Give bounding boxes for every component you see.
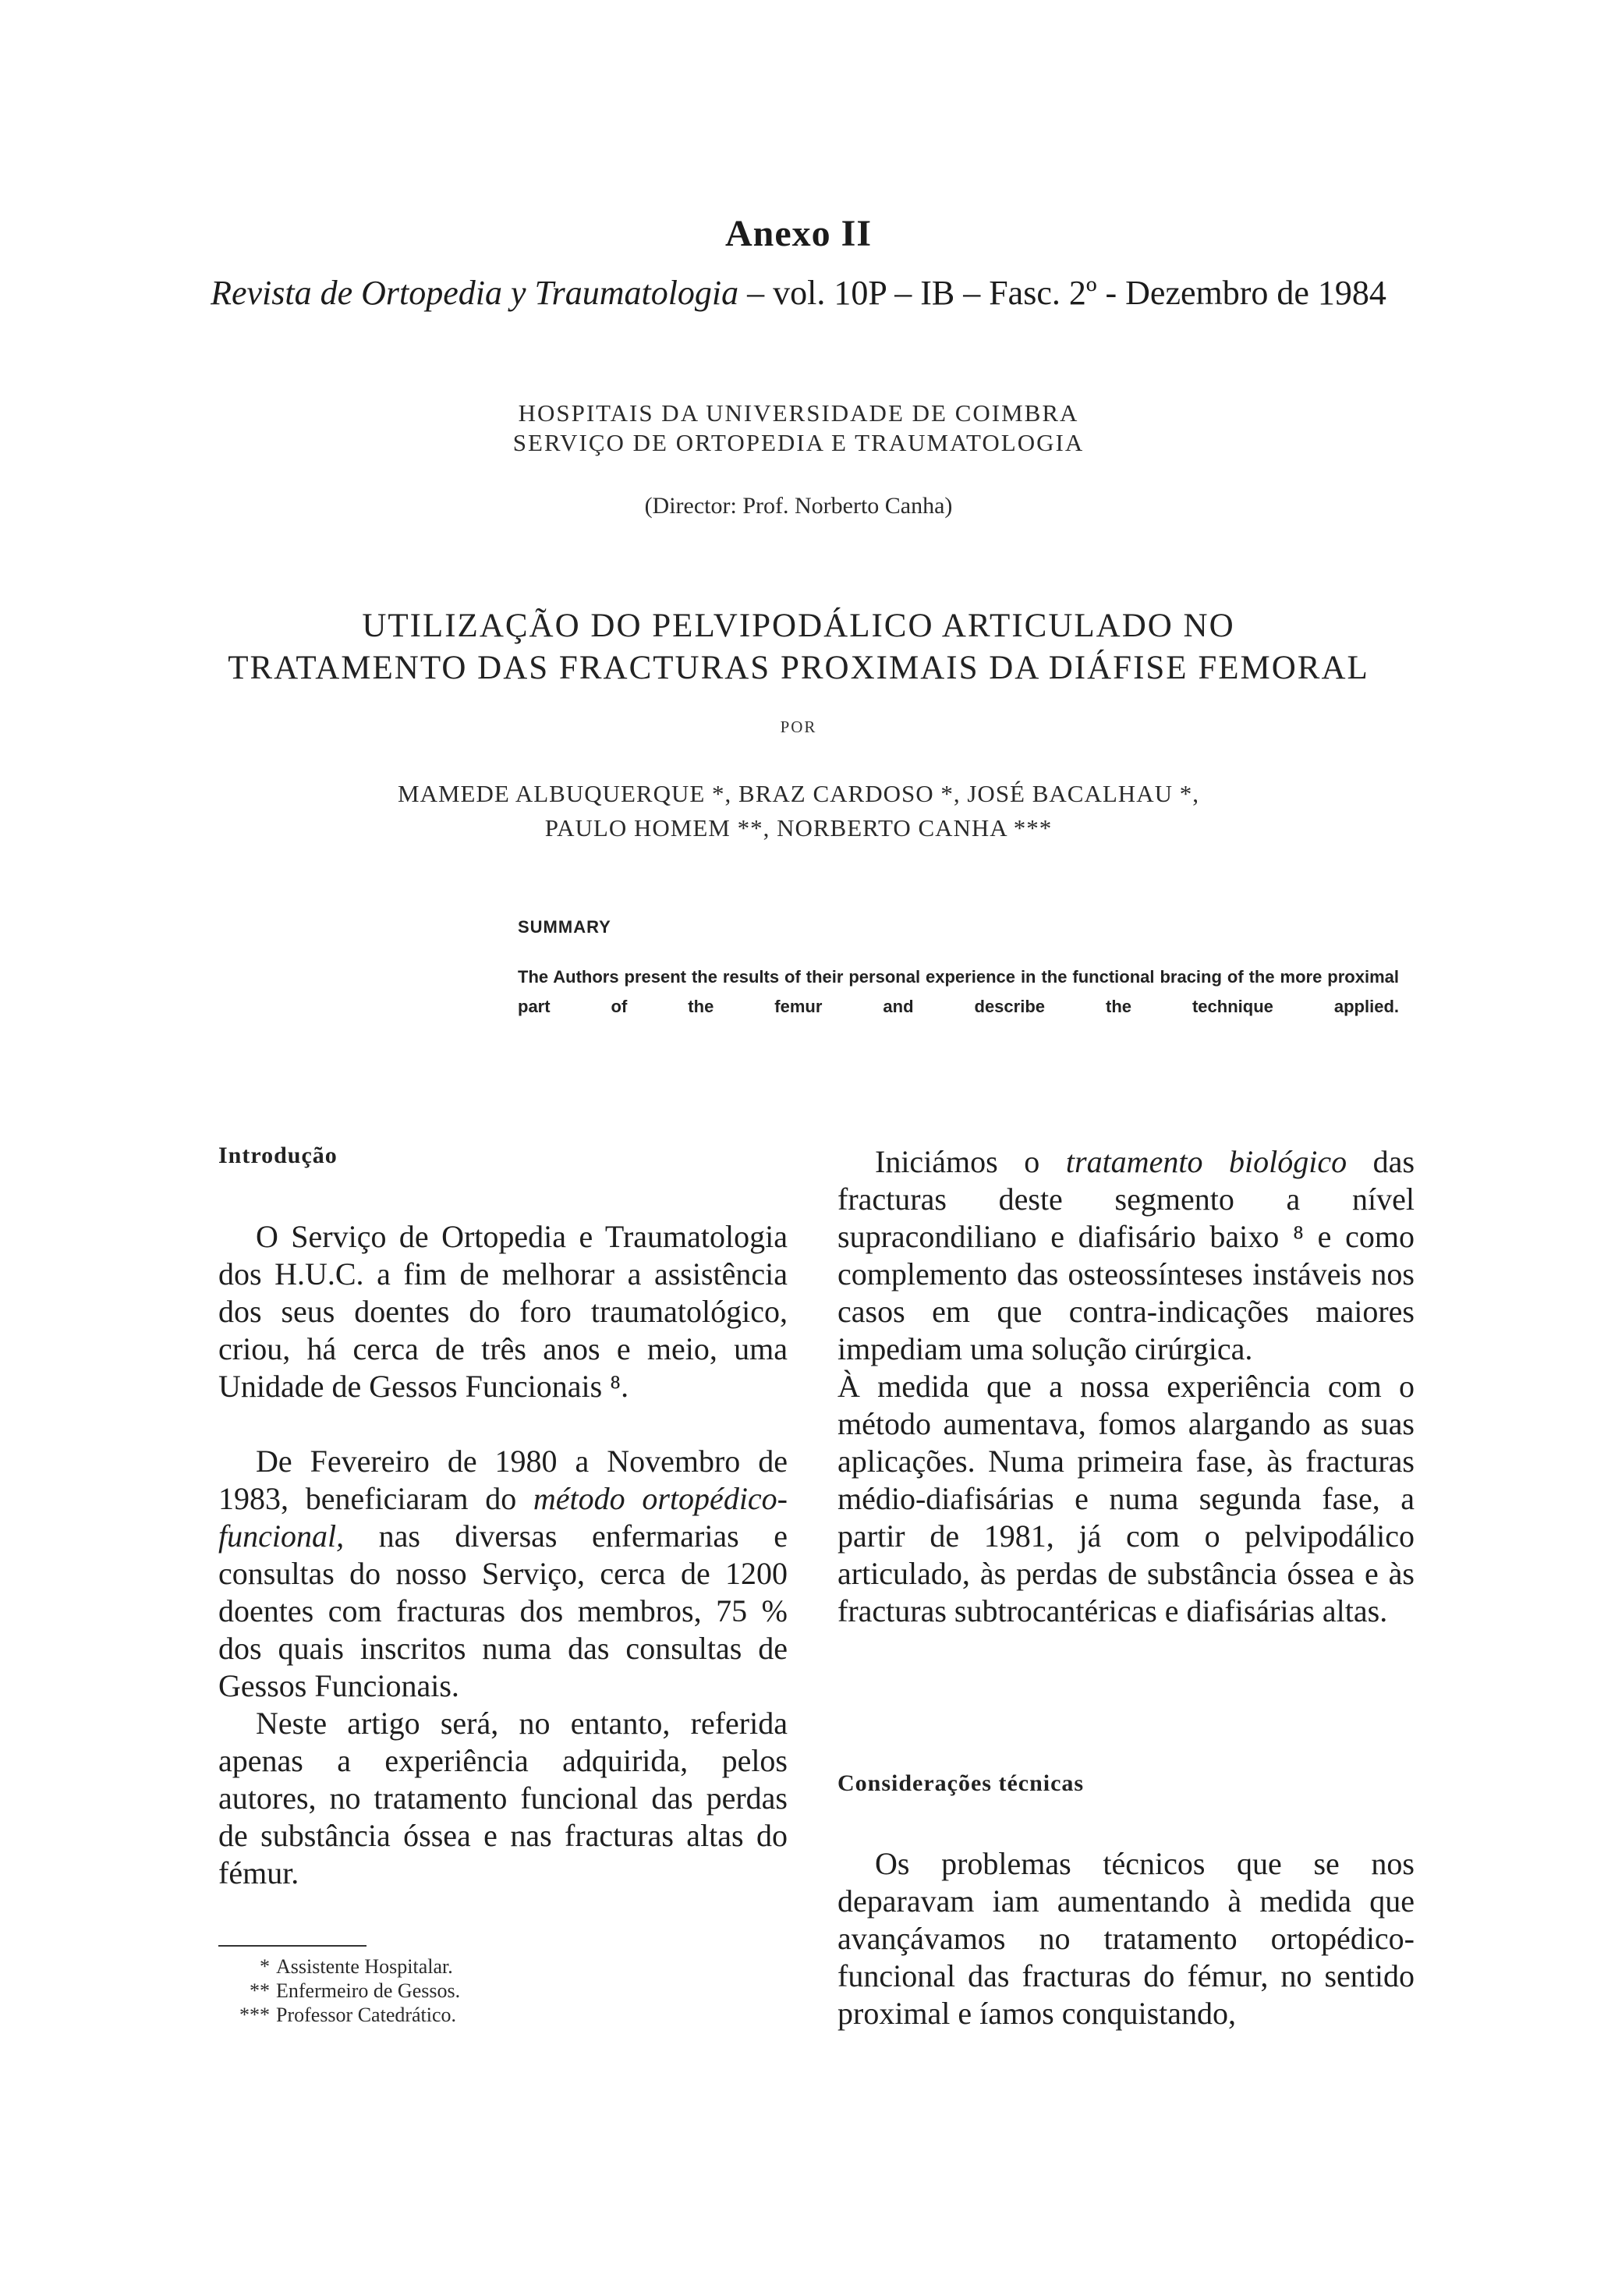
- institution-line-1: HOSPITAIS DA UNIVERSIDADE DE COIMBRA: [518, 399, 1079, 427]
- footnote-item: [218, 2003, 608, 2027]
- right-p1-start: Iniciámos o: [875, 1144, 1066, 1179]
- footnote-text: Professor Catedrático.: [276, 2004, 457, 2026]
- authors-line-1: MAMEDE ALBUQUERQUE *, BRAZ CARDOSO *, JOSÉ BACALHAU *,: [398, 780, 1199, 807]
- footnote-text: Enfermeiro de Gessos.: [276, 1979, 461, 2002]
- intro-paragraph-3-text: Neste artigo será, no entanto, referida apenas a experiência adquirida, pelos autores, no tratamento funcional das perdas de substância óssea e nas fracturas altas do fémur.: [218, 1706, 788, 1890]
- intro-paragraph-2: [218, 1443, 788, 1705]
- footnote-text: Assistente Hospitalar.: [276, 1955, 453, 1978]
- summary-text: The Authors present the results of their personal experience in the functional bracing of the more proximal part of the femur and describe the technique applied.: [518, 967, 1399, 1016]
- technical-considerations-heading: Considerações técnicas: [837, 1770, 1085, 1796]
- article-title-line-1: UTILIZAÇÃO DO PELVIPODÁLICO ARTICULADO NO: [362, 608, 1235, 644]
- journal-name: Revista de Ortopedia y Traumatologia: [211, 274, 739, 312]
- intro-p2-start: De Fevereiro de 1980 a Novembro de 1983, beneficiaram do: [218, 1444, 788, 1516]
- journal-citation: [0, 273, 1597, 313]
- intro-paragraph-3: [218, 1705, 788, 1892]
- intro-paragraph-1: [218, 1218, 788, 1405]
- intro-p2-italic: método ortopédico-funcional,: [218, 1481, 788, 1554]
- right-paragraph-1: [837, 1143, 1415, 1368]
- institution-line-2: SERVIÇO DE ORTOPEDIA E TRAUMATOLOGIA: [512, 429, 1085, 456]
- footnote-mark: *: [260, 1955, 270, 1978]
- footnote-rule: [218, 1945, 366, 1947]
- footnote-mark: **: [250, 1979, 270, 2002]
- intro-paragraph-1-text: O Serviço de Ortopedia e Traumatologia dos H.U.C. a fim de melhorar a assistência dos seus doentes do foro traumatológico, criou, há cerca de três anos e meio, uma Unidade de Gessos Funcionais ⁸.: [218, 1219, 788, 1404]
- intro-paragraph-2-text: [218, 1443, 788, 1705]
- right-paragraph-3-block: [837, 1845, 1415, 2032]
- annex-title: Anexo II: [724, 213, 873, 254]
- by-label: POR: [780, 718, 817, 736]
- authors-line-2: PAULO HOMEM **, NORBERTO CANHA ***: [544, 814, 1053, 842]
- journal-volume-date: – vol. 10P – IB – Fasc. 2º - Dezembro de 1984: [738, 274, 1386, 312]
- director-line: (Director: Prof. Norberto Canha): [644, 493, 953, 519]
- footnote-mark: ***: [239, 2004, 270, 2026]
- right-p1-end: das fracturas deste segmento a nível supracondiliano e diafisário baixo ⁸ e como complemento das osteossínteses instáveis nos casos em que contra-indicações maiores impediam uma solução cirúrgica.: [837, 1144, 1415, 1366]
- right-column-paragraphs: [837, 1143, 1415, 1630]
- introduction-heading: Introdução: [218, 1143, 338, 1168]
- right-paragraph-3: Os problemas técnicos que se nos deparavam iam aumentando à medida que avançávamos no tratamento ortopédico-funcional das fracturas do fémur, no sentido proximal e íamos conquistando,: [837, 1846, 1415, 2031]
- footnotes: [218, 1954, 608, 2027]
- footnote-item: [218, 1954, 608, 1979]
- article-title-line-2: TRATAMENTO DAS FRACTURAS PROXIMAIS DA DIÁFISE FEMORAL: [228, 650, 1369, 686]
- right-p1-italic: tratamento biológico: [1065, 1144, 1347, 1179]
- right-paragraph-2: À medida que a nossa experiência com o método aumentava, fomos alargando as suas aplicações. Numa primeira fase, às fracturas médio-diafisárias e numa segunda fase, a partir de 1981, já com o pelvipodálico articulado, às perdas de substância óssea e às fracturas subtrocantéricas e diafisárias altas.: [837, 1369, 1415, 1628]
- intro-p2-end: nas diversas enfermarias e consultas do nosso Serviço, cerca de 1200 doentes com fracturas dos membros, 75 % dos quais inscritos numa das consultas de Gessos Funcionais.: [218, 1518, 788, 1703]
- footnote-item: [218, 1979, 608, 2003]
- summary-heading: SUMMARY: [518, 917, 611, 937]
